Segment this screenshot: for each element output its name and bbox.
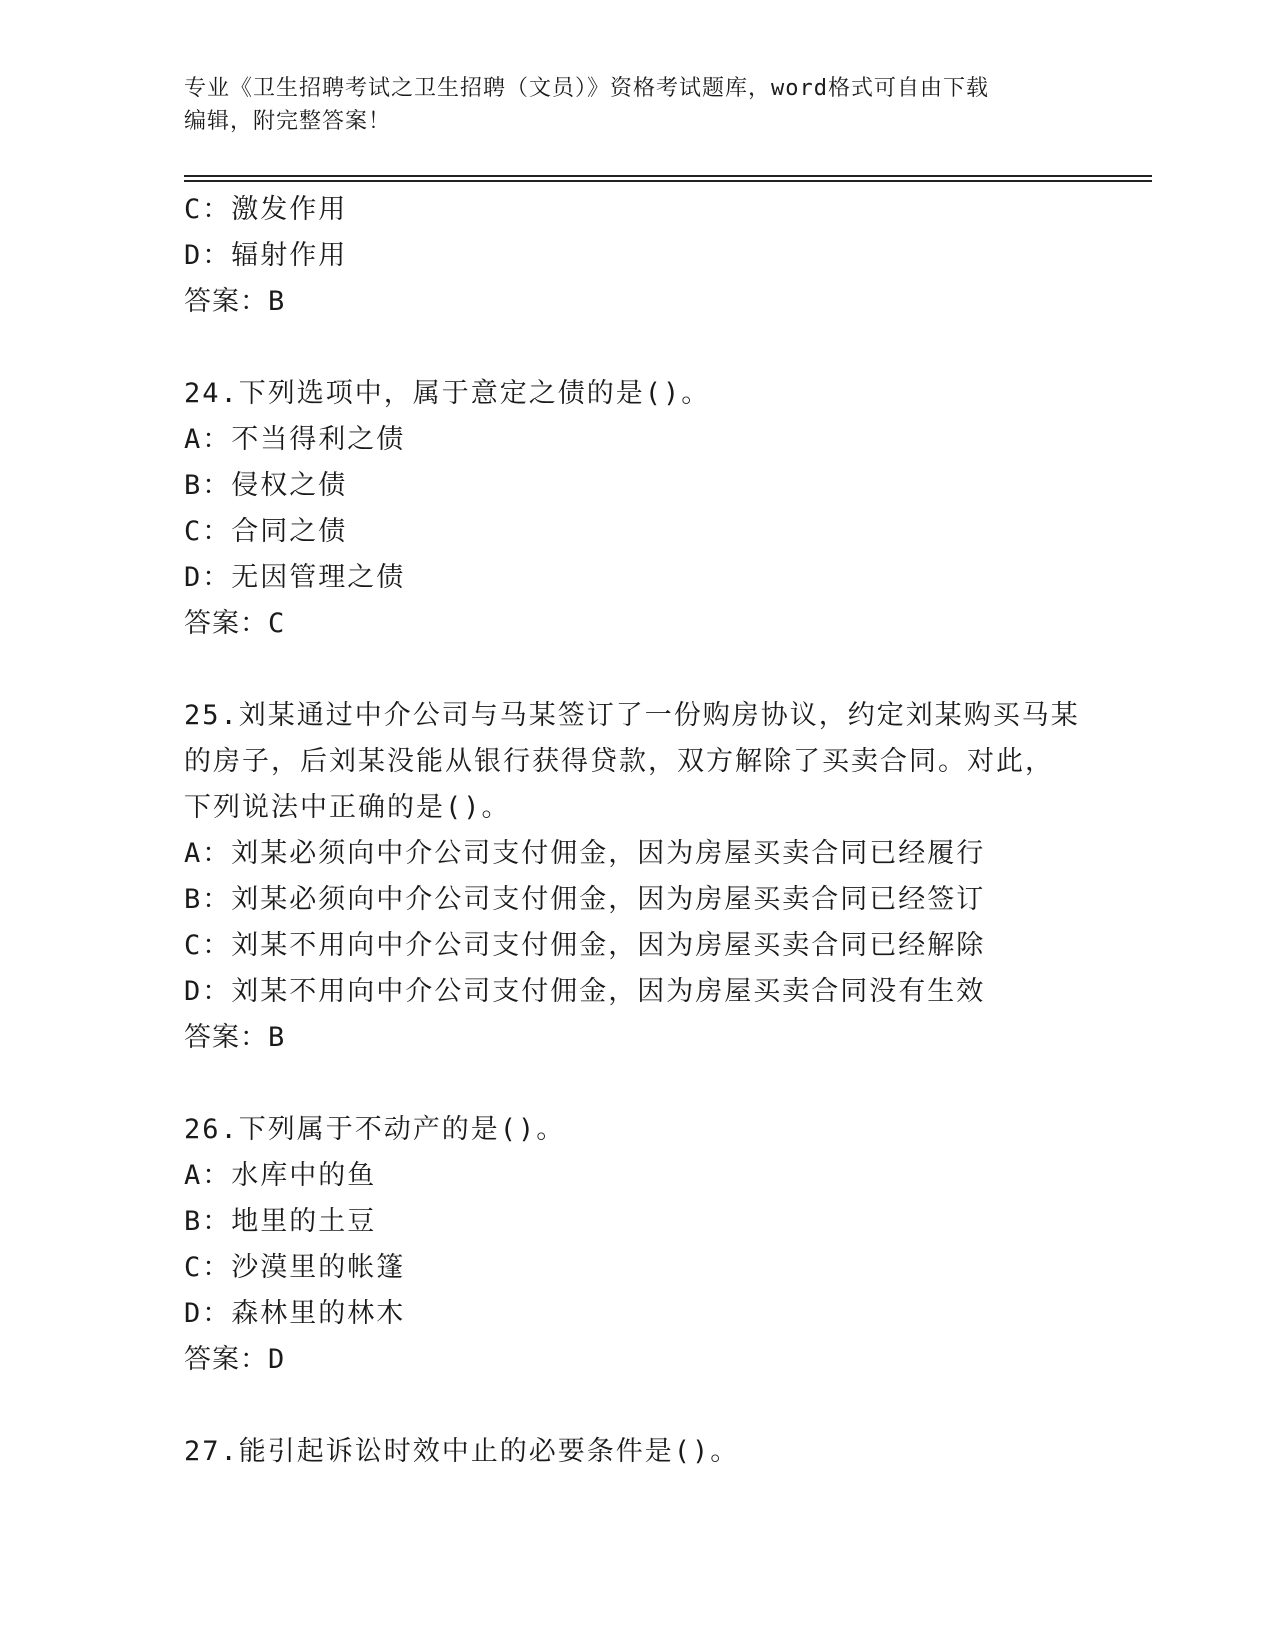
question-content xyxy=(184,187,1144,1475)
question-stem: 27.能引起诉讼时效中止的必要条件是()。 xyxy=(184,1436,740,1467)
spacer xyxy=(184,325,1144,371)
option-c: C：合同之债 xyxy=(184,516,348,547)
answer-line: 答案：B xyxy=(184,1022,286,1053)
option-a: A：不当得利之债 xyxy=(184,424,406,455)
option-b: B：侵权之债 xyxy=(184,470,348,501)
question-stem: 26.下列属于不动产的是()。 xyxy=(184,1114,566,1145)
option-c: C：激发作用 xyxy=(184,194,348,225)
option-a: A：刘某必须向中介公司支付佣金，因为房屋买卖合同已经履行 xyxy=(184,838,986,869)
option-c: C：沙漠里的帐篷 xyxy=(184,1252,406,1283)
question-stem: 下列说法中正确的是()。 xyxy=(184,792,511,823)
option-a: A：水库中的鱼 xyxy=(184,1160,377,1191)
header-rule-bottom xyxy=(184,180,1152,182)
option-d: D：刘某不用向中介公司支付佣金，因为房屋买卖合同没有生效 xyxy=(184,976,986,1007)
option-b: B：地里的土豆 xyxy=(184,1206,377,1237)
spacer xyxy=(184,1061,1144,1107)
option-b: B：刘某必须向中介公司支付佣金，因为房屋买卖合同已经签订 xyxy=(184,884,986,915)
option-d: D：辐射作用 xyxy=(184,240,348,271)
answer-line: 答案：D xyxy=(184,1344,286,1375)
spacer xyxy=(184,1383,1144,1429)
header-line-1: 专业《卫生招聘考试之卫生招聘（文员）》资格考试题库，word格式可自由下载 xyxy=(184,76,989,101)
header-rule-top xyxy=(184,175,1152,177)
question-stem: 25.刘某通过中介公司与马某签订了一份购房协议，约定刘某购买马某 xyxy=(184,700,1080,731)
option-d: D：森林里的林木 xyxy=(184,1298,406,1329)
answer-line: 答案：C xyxy=(184,608,286,639)
spacer xyxy=(184,647,1144,693)
document-header xyxy=(184,72,1084,138)
header-line-2: 编辑，附完整答案！ xyxy=(184,109,392,134)
question-stem: 的房子，后刘某没能从银行获得贷款，双方解除了买卖合同。对此， xyxy=(184,746,1054,777)
answer-line: 答案：B xyxy=(184,286,286,317)
option-d: D：无因管理之债 xyxy=(184,562,406,593)
question-stem: 24.下列选项中，属于意定之债的是()。 xyxy=(184,378,711,409)
option-c: C：刘某不用向中介公司支付佣金，因为房屋买卖合同已经解除 xyxy=(184,930,986,961)
